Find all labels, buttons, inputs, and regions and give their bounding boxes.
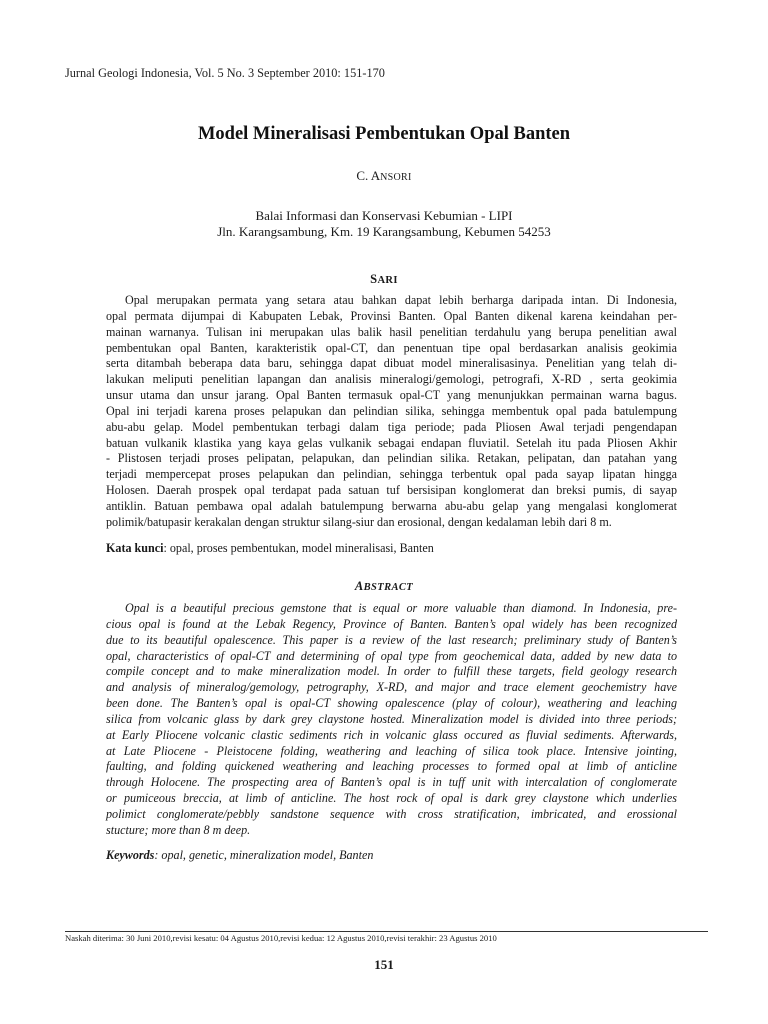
sari-keywords-label: Kata kunci — [106, 541, 164, 555]
footnote-rule — [65, 931, 708, 932]
sari-keywords — [106, 541, 677, 556]
sari-heading — [0, 272, 768, 287]
sari-body — [106, 293, 677, 531]
sari-line: polimik/batupasir kerakalan dengan struktur silang-siur dan erosional, dengan kedalaman lebih dari 8 m. — [106, 514, 612, 529]
sari-heading-cap: S — [370, 272, 378, 286]
sari-line: lakukan meliputi penelitian lapangan dan analisis mineralogi/gemologi, petrografi, X-RD , serta geokimia — [106, 372, 677, 387]
received-dates: Naskah diterima: 30 Juni 2010,revisi kesatu: 04 Agustus 2010,revisi kedua: 12 Agustus 2010,revisi terakhir: 23 Agustus 2010 — [65, 933, 497, 943]
author-initial: C. A — [356, 168, 381, 183]
abstract-line: Opal is a beautiful precious gemstone that is equal or more valuable than diamond. In Indonesia, pre- — [125, 601, 677, 615]
author-name — [0, 168, 768, 184]
abstract-keywords-text: : opal, genetic, mineralization model, Banten — [154, 848, 374, 862]
abstract-line: polimict conglomerate/pebbly sandstone sequence with cross stratification, imbricated, and erossional — [106, 806, 677, 821]
author-rest: NSORI — [380, 172, 412, 183]
abstract-keywords — [106, 848, 677, 863]
affiliation-line-2: Jln. Karangsambung, Km. 19 Karangsambung, Kebumen 54253 — [217, 224, 551, 239]
page-number: 151 — [374, 957, 394, 972]
abstract-line: at Late Pliocene - Pleistocene folding, weathering and leaching of silica took place. Intensive jointing, — [106, 743, 677, 758]
abstract-line: due to its beautiful opalescence. This paper is a review of the last research; preliminary study of Banten’s — [106, 632, 677, 647]
sari-heading-rest: ARI — [377, 275, 398, 286]
abstract-line: been done. The Banten’s opal is opal-CT showing opalescence (play of colour), weathering and leaching — [106, 696, 677, 711]
sari-line: batuan vulkanik klastika yang kaya gelas vulkanik sebagai endapan fluviatil. Setelah itu pada Pliosen Akhir — [106, 435, 677, 450]
sari-line: unsur utama dan unsur jarang. Opal Banten termasuk opal-CT yang menunjukkan permainan warna bagus. — [106, 388, 677, 403]
sari-line: pembentukan opal Banten, karakteristik opal-CT, dan penentuan tipe opal berdasarkan analisis geokimia — [106, 340, 677, 355]
sari-line: Holosen. Daerah prospek opal terdapat pada satuan tuf bersisipan konglomerat dan breksi pumis, di sayap — [106, 483, 677, 498]
abstract-heading-rest: BSTRACT — [363, 582, 414, 593]
sari-keywords-text: : opal, proses pembentukan, model mineralisasi, Banten — [163, 541, 434, 555]
sari-line: Opal merupakan permata yang setara atau bahkan dapat lebih berharga daripada intan. Di Indonesia, — [125, 293, 677, 307]
abstract-line: silica from volcanic glass by dark grey claystone hosted. Mineralization model is divided into three periods; — [106, 711, 677, 726]
abstract-line: through Holocene. The prospecting area of Banten’s opal is in tuff unit with intercalation of conglomerate — [106, 775, 677, 790]
sari-line: serta ditambah beberapa data baru, sehingga dapat dibuat model mineralisasinya. Penelitian yang telah di- — [106, 356, 677, 371]
sari-line: antiklin. Batuan pembawa opal adalah batulempung berwarna abu-abu gelap yang mengalasi konglomerat — [106, 498, 677, 513]
affiliation-line-1: Balai Informasi dan Konservasi Kebumian - LIPI — [255, 208, 513, 223]
abstract-line: faulting, and folding quickened weathering and leaching processes to formed opal at limb of anticline — [106, 759, 677, 774]
journal-citation: Jurnal Geologi Indonesia, Vol. 5 No. 3 September 2010: 151-170 — [65, 66, 385, 80]
abstract-line: compile concept and to make mineralization model. In order to fulfill these targets, field geology research — [106, 664, 677, 679]
sari-line: opal permata dijumpai di Kabupaten Lebak, Provinsi Banten. Opal Banten dikenal karena keindahan per- — [106, 308, 677, 323]
affiliation — [0, 208, 768, 240]
abstract-keywords-label: Keywords — [106, 848, 155, 862]
sari-line: - Plistosen terjadi proses pelipatan, pelapukan, dan pelindian silika. Retakan, pelipatan, dan patahan yang — [106, 451, 677, 466]
abstract-line: and analysis of mineralog/gemology, petrography, X-RD, and major and trace element geochemistry have — [106, 680, 677, 695]
abstract-line: opal, characteristics of opal-CT and determining of opal type from geochemical data, added by new data to — [106, 648, 677, 663]
abstract-line: cious opal is found at the Lebak Regency, Province of Banten. Banten’s opal widely has been recognized — [106, 616, 677, 631]
sari-line: terjadi mempercepat proses pelapukan dan pelindian, sehingga terbentuk opal pada sayap lipatan hingga — [106, 467, 677, 482]
sari-line: mainan warnanya. Tulisan ini merupakan ulas balik hasil penelitian terdahulu yang berupa penelitian awal — [106, 324, 677, 339]
abstract-heading — [0, 579, 768, 594]
sari-line: abu-abu gelap. Model pembentukan terbagi dalam tiga periode; pada Pliosen Awal terjadi pengendapan — [106, 419, 677, 434]
abstract-line: at Early Pliocene volcanic clastic sediments rich in volcanic glass occured as fluvial sediments. Afterwards, — [106, 727, 677, 742]
paper-title: Model Mineralisasi Pembentukan Opal Banten — [197, 124, 571, 144]
abstract-line: or pumiceous breccia, at limb of anticline. The host rock of opal is dark grey claystone which underlies — [106, 791, 677, 806]
abstract-heading-cap: A — [354, 579, 364, 593]
abstract-body — [106, 601, 677, 839]
abstract-line: stucture; more than 8 m deep. — [106, 822, 251, 837]
sari-line: Opal ini terjadi karena proses pelapukan dan pelindian silika, sehingga membentuk opal pada batulempung — [106, 403, 677, 418]
